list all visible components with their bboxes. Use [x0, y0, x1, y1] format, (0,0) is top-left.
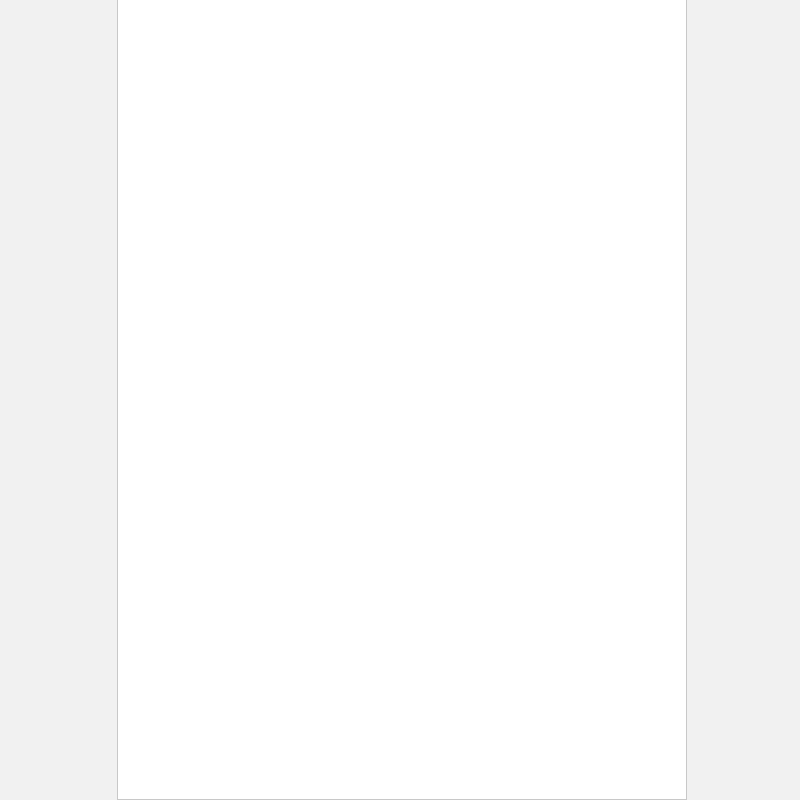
document-page — [117, 0, 687, 800]
